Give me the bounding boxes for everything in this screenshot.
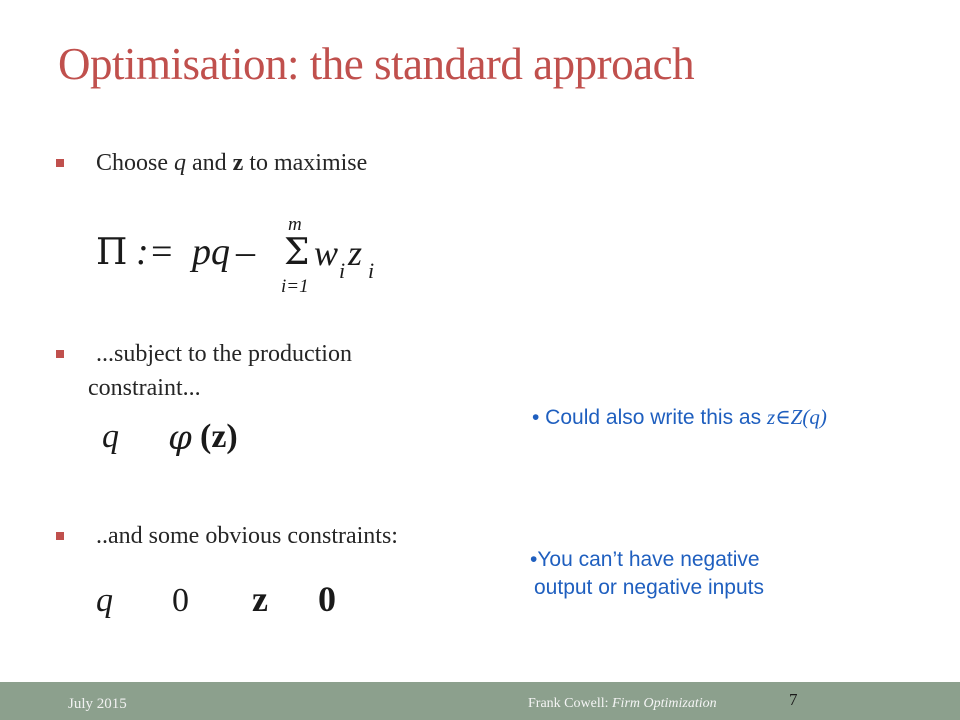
minus-symbol: –: [236, 231, 255, 273]
production-constraint: [102, 418, 302, 468]
bullet-text-part: and: [186, 150, 233, 176]
bullet-text-line1: ...subject to the production: [96, 341, 352, 367]
bullet-text: [96, 150, 367, 177]
output-nonnegativity: [96, 582, 216, 632]
z-subscript: i: [368, 258, 375, 283]
phi-argument: (z): [200, 418, 238, 455]
sum-lower-limit: i=1: [281, 276, 309, 297]
phi-symbol: φ: [168, 418, 192, 458]
footer-author: Frank Cowell:: [528, 696, 612, 711]
sigma-symbol: Σ: [284, 232, 310, 273]
q-term: q: [102, 418, 119, 455]
footer-credit: [528, 696, 717, 712]
var-q: q: [174, 150, 186, 176]
bullet-marker: [56, 350, 64, 358]
note-nonnegativity: [530, 546, 764, 602]
pi-symbol: Π: [96, 232, 128, 273]
bullet-marker: [56, 159, 64, 167]
assign-symbol: :=: [136, 231, 175, 273]
q-term: q: [96, 582, 113, 619]
note-text-line1: •You can’t have negative: [530, 548, 760, 571]
bullet-marker: [56, 532, 64, 540]
bullet-subject-to: [56, 341, 496, 401]
sum-upper-limit: m: [288, 214, 302, 235]
zero-scalar: 0: [172, 582, 189, 619]
slide-title: Optimisation: the standard approach: [58, 39, 695, 89]
var-z: z: [232, 150, 244, 176]
footer-work: Firm Optimization: [612, 696, 717, 711]
note-text: • Could also write this as: [532, 406, 767, 429]
pq-term: pq: [192, 231, 230, 273]
input-nonnegativity: [252, 578, 362, 628]
objective-formula: [96, 214, 416, 312]
bullet-text-part: Choose: [96, 150, 174, 176]
z-vector: z: [252, 579, 268, 619]
note-alternative-notation: [532, 403, 827, 432]
zero-vector: 0: [318, 579, 336, 619]
footer-date: July 2015: [68, 696, 127, 712]
note-text-line2: output or negative inputs: [534, 576, 764, 599]
bullet-text: ..and some obvious constraints:: [96, 523, 398, 549]
w-term: w: [314, 233, 339, 273]
bullet-text-part: to maximise: [243, 150, 368, 176]
bullet-text-line2: constraint...: [88, 375, 201, 401]
footer-bar: [0, 682, 960, 720]
note-math: z∈Z(q): [766, 405, 827, 429]
page-number: 7: [789, 690, 798, 709]
w-subscript: i: [339, 258, 346, 283]
z-term: z: [348, 233, 363, 273]
